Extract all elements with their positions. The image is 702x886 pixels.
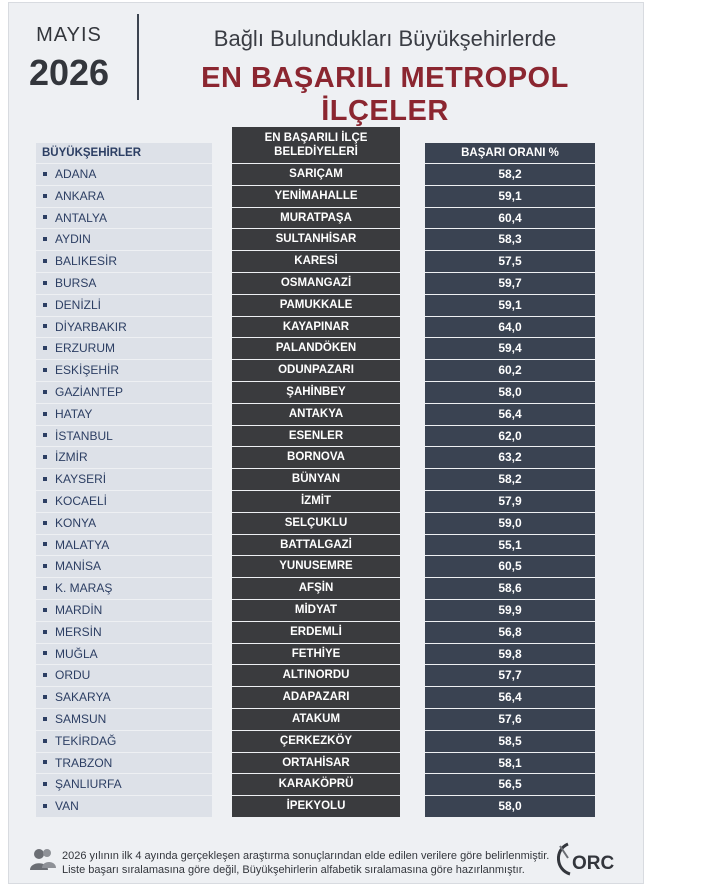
header-divider [137, 14, 139, 100]
city-cell [36, 753, 212, 774]
rate-cell: 58,2 [425, 164, 595, 185]
city-cell [36, 622, 212, 643]
bullet-icon [43, 521, 47, 525]
bullet-icon [43, 477, 47, 481]
rate-cell: 60,2 [425, 360, 595, 381]
city-name: İSTANBUL [55, 428, 113, 443]
city-cell [36, 338, 212, 359]
bullet-icon [43, 172, 47, 176]
city-name: KAYSERİ [55, 472, 107, 487]
district-cell: BÜNYAN [232, 469, 400, 490]
city-cell [36, 600, 212, 621]
rate-cell: 59,7 [425, 273, 595, 294]
bullet-icon [43, 455, 47, 459]
city-cell [36, 426, 212, 447]
city-cell [36, 556, 212, 577]
bullet-icon [43, 433, 47, 437]
city-cell [36, 687, 212, 708]
city-name: İZMİR [55, 450, 88, 465]
city-name: VAN [55, 799, 79, 814]
district-cell: KARAKÖPRÜ [232, 774, 400, 795]
rate-cell: 63,2 [425, 447, 595, 468]
district-cell: İZMİT [232, 491, 400, 512]
city-cell [36, 404, 212, 425]
district-column [232, 127, 400, 818]
rate-cell: 58,6 [425, 578, 595, 599]
city-name: MUĞLA [55, 646, 98, 661]
city-column [36, 143, 212, 818]
city-name: SAMSUN [55, 711, 107, 726]
district-column-header [232, 127, 400, 163]
city-name: ERZURUM [55, 341, 115, 356]
district-cell: YENİMAHALLE [232, 186, 400, 207]
city-name: GAZİANTEP [55, 384, 124, 399]
district-cell: ANTAKYA [232, 404, 400, 425]
district-cell: KAYAPINAR [232, 317, 400, 338]
bullet-icon [43, 368, 47, 372]
district-cell: ATAKUM [232, 709, 400, 730]
bullet-icon [43, 499, 47, 503]
rate-cell: 58,1 [425, 753, 595, 774]
bullet-icon [43, 651, 47, 655]
rate-cell: 56,5 [425, 774, 595, 795]
rate-column [425, 143, 595, 818]
city-name: ŞANLIURFA [55, 777, 122, 792]
city-name: MARDİN [55, 602, 103, 617]
rate-cell: 56,4 [425, 404, 595, 425]
district-cell: FETHİYE [232, 644, 400, 665]
bullet-icon [43, 281, 47, 285]
district-cell: ERDEMLİ [232, 622, 400, 643]
city-cell [36, 774, 212, 795]
city-name: MERSİN [55, 624, 102, 639]
bullet-icon [43, 695, 47, 699]
rate-cell: 64,0 [425, 317, 595, 338]
city-name: BALIKESİR [55, 254, 118, 269]
year-label: 2026 [28, 52, 110, 93]
city-name: ORDU [55, 668, 91, 683]
rate-cell: 57,6 [425, 709, 595, 730]
rate-cell: 58,0 [425, 796, 595, 817]
rate-cell: 57,7 [425, 665, 595, 686]
bullet-icon [43, 194, 47, 198]
rate-column-header: BAŞARI ORANI % [425, 143, 595, 163]
district-cell: BATTALGAZİ [232, 535, 400, 556]
bullet-icon [43, 215, 47, 219]
city-cell [36, 731, 212, 752]
district-cell: ÇERKEZKÖY [232, 731, 400, 752]
city-name: ANTALYA [55, 210, 108, 225]
bullet-icon [43, 608, 47, 612]
city-cell [36, 665, 212, 686]
district-cell: MİDYAT [232, 600, 400, 621]
district-cell: YUNUSEMRE [232, 556, 400, 577]
bullet-icon [43, 739, 47, 743]
bullet-icon [43, 542, 47, 546]
district-cell: ORTAHİSAR [232, 753, 400, 774]
city-name: K. MARAŞ [55, 581, 113, 596]
city-cell [36, 513, 212, 534]
rate-cell: 56,8 [425, 622, 595, 643]
city-name: BURSA [55, 275, 97, 290]
page-subtitle: Bağlı Bulundukları Büyükşehirlerde [213, 26, 557, 51]
rate-cell: 59,4 [425, 338, 595, 359]
bullet-icon [43, 586, 47, 590]
rate-cell: 59,0 [425, 513, 595, 534]
rate-cell: 62,0 [425, 426, 595, 447]
bullet-icon [43, 804, 47, 808]
footer-note-line1: 2026 yılının ilk 4 ayında gerçekleşen araştırma sonuçlarından elde edilen verilere göre belirlenmiştir. [62, 850, 550, 862]
city-cell [36, 360, 212, 381]
city-name: KOCAELİ [55, 493, 108, 508]
city-cell [36, 229, 212, 250]
footer-note [62, 849, 549, 877]
rate-cell: 57,9 [425, 491, 595, 512]
district-cell: İPEKYOLU [232, 796, 400, 817]
bullet-icon [43, 390, 47, 394]
city-name: TEKİRDAĞ [55, 733, 117, 748]
city-name: KONYA [55, 515, 97, 530]
city-cell [36, 164, 212, 185]
city-name: SAKARYA [55, 690, 111, 705]
bullet-icon [43, 303, 47, 307]
city-cell [36, 273, 212, 294]
bullet-icon [43, 237, 47, 241]
rate-cell: 59,9 [425, 600, 595, 621]
city-name: HATAY [55, 406, 93, 421]
district-cell: ESENLER [232, 426, 400, 447]
rate-cell: 55,1 [425, 535, 595, 556]
city-name: ADANA [55, 167, 97, 181]
bullet-icon [43, 717, 47, 721]
city-column-header: BÜYÜKŞEHİRLER [36, 143, 212, 163]
rate-cell: 58,3 [425, 229, 595, 250]
footer-note-line2: Liste başarı sıralamasına göre değil, Büyükşehirlerin alfabetik sıralamasına göre hazırlanmıştır. [62, 864, 525, 876]
district-cell: ODUNPAZARI [232, 360, 400, 381]
district-cell: OSMANGAZİ [232, 273, 400, 294]
bullet-icon [43, 760, 47, 764]
city-name: DİYARBAKIR [55, 319, 127, 334]
bullet-icon [43, 259, 47, 263]
rate-cell: 59,1 [425, 186, 595, 207]
city-cell [36, 644, 212, 665]
city-cell [36, 186, 212, 207]
city-name: TRABZON [55, 755, 113, 770]
city-name: DENİZLİ [55, 297, 102, 312]
bullet-icon [43, 324, 47, 328]
bullet-icon [43, 630, 47, 634]
district-cell: SELÇUKLU [232, 513, 400, 534]
bullet-icon [43, 346, 47, 350]
district-cell: ADAPAZARI [232, 687, 400, 708]
rate-cell: 59,8 [425, 644, 595, 665]
rate-cell: 59,1 [425, 295, 595, 316]
city-cell [36, 709, 212, 730]
city-name: ANKARA [55, 188, 105, 203]
city-cell [36, 382, 212, 403]
bullet-icon [43, 412, 47, 416]
city-cell [36, 447, 212, 468]
district-cell: ALTINORDU [232, 665, 400, 686]
city-cell [36, 295, 212, 316]
district-cell: AFŞİN [232, 578, 400, 599]
city-name: ESKİŞEHİR [55, 363, 120, 378]
city-name: MANİSA [55, 559, 102, 574]
rate-cell: 58,0 [425, 382, 595, 403]
rate-cell: 58,2 [425, 469, 595, 490]
city-cell [36, 251, 212, 272]
city-cell [36, 317, 212, 338]
city-cell [36, 796, 212, 817]
city-cell [36, 578, 212, 599]
district-header-line2: BELEDİYELERİ [274, 146, 358, 158]
district-cell: PALANDÖKEN [232, 338, 400, 359]
bullet-icon [43, 782, 47, 786]
rate-cell: 60,4 [425, 208, 595, 229]
rate-cell: 60,5 [425, 556, 595, 577]
rate-cell: 58,5 [425, 731, 595, 752]
city-cell [36, 491, 212, 512]
district-cell: ŞAHİNBEY [232, 382, 400, 403]
orc-logo-text: ORC [572, 853, 615, 874]
page-title: EN BAŞARILI METROPOL İLÇELER [201, 62, 569, 127]
people-icon [30, 846, 56, 872]
district-cell: BORNOVA [232, 447, 400, 468]
city-name: MALATYA [55, 537, 110, 552]
district-cell: SARIÇAM [232, 164, 400, 185]
rate-cell: 56,4 [425, 687, 595, 708]
city-name: AYDIN [55, 232, 91, 247]
district-header-line1: EN BAŞARILI İLÇE [264, 132, 368, 144]
district-cell: SULTANHİSAR [232, 229, 400, 250]
district-cell: MURATPAŞA [232, 208, 400, 229]
month-label: MAYIS [36, 24, 102, 46]
bullet-icon [43, 673, 47, 677]
rate-cell: 57,5 [425, 251, 595, 272]
district-cell: KARESİ [232, 251, 400, 272]
bullet-icon [43, 564, 47, 568]
city-cell [36, 535, 212, 556]
district-cell: PAMUKKALE [232, 295, 400, 316]
city-cell [36, 469, 212, 490]
city-cell [36, 208, 212, 229]
